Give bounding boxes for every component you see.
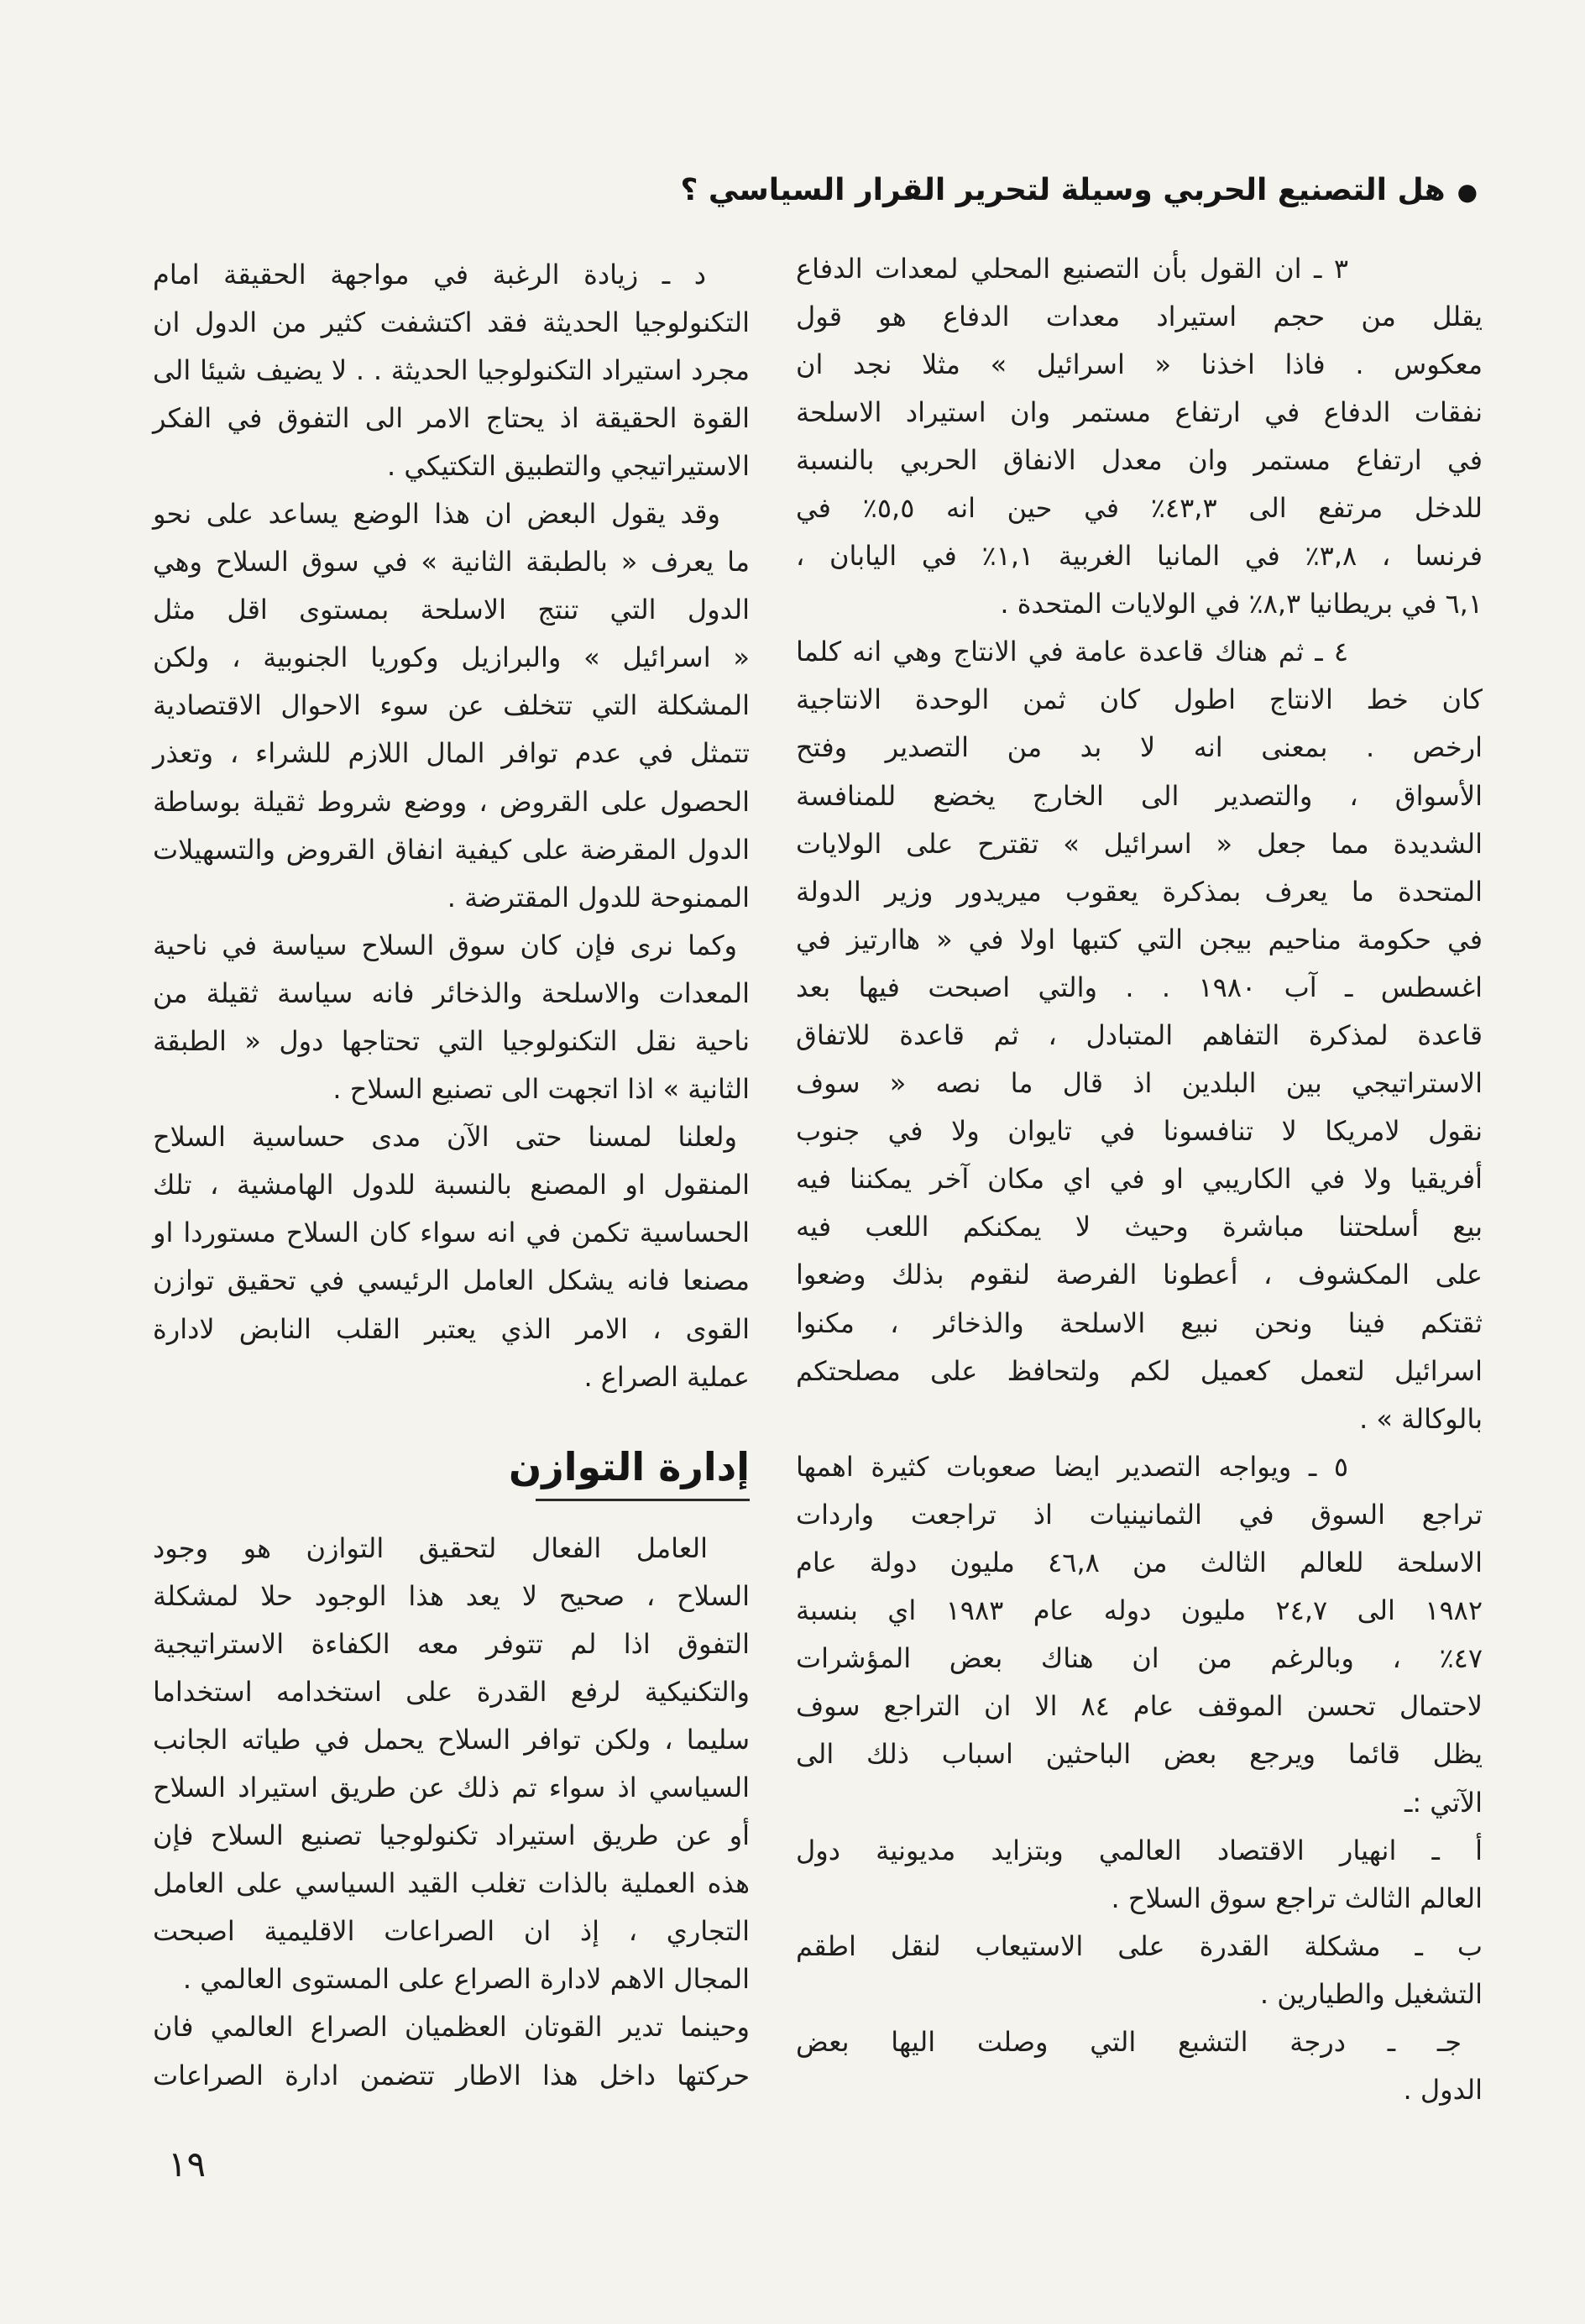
text-line: في ارتفاع مستمر وان معدل الانفاق الحربي بالنسبة [796, 443, 1483, 476]
text-line: تراجع السوق في الثمانينيات اذ تراجعت واردات [796, 1498, 1483, 1531]
text-line: القوة الحقيقة اذ يحتاج الامر الى التفوق في الفكر [153, 401, 750, 434]
page-number: ١٩ [168, 2143, 207, 2185]
text-line: الاستراتيجي بين البلدين اذ قال ما نصه « سوف [796, 1067, 1483, 1100]
text-line: بيع أسلحتنا مباشرة وحيث لا يمكنكم اللعب فيه [796, 1211, 1483, 1243]
text-line: ارخص . بمعنى انه لا بد من التصدير وفتح [796, 731, 1483, 764]
text-line: الاستيراتيجي والتطبيق التكتيكي . [386, 449, 750, 482]
text-line: القوى ، الامر الذي يعتبر القلب النابض لادارة [153, 1312, 750, 1345]
text-line: الشديدة مما جعل « اسرائيل » تقترح على الولايات [796, 827, 1483, 860]
text-line: هذه العملية بالذات تغلب القيد السياسي على العامل [153, 1867, 750, 1900]
text-line: وكما نرى فإن كان سوق السلاح سياسة في ناحية [153, 929, 737, 961]
text-line: قاعدة لمذكرة التفاهم المتبادل ، ثم قاعدة للاتفاق [796, 1019, 1483, 1051]
text-line: أ ـ انهيار الاقتصاد العالمي وبتزايد مديونية دول [796, 1834, 1483, 1866]
text-line: الدول التي تنتج الاسلحة بمستوى اقل مثل [153, 594, 750, 626]
text-line: عملية الصراع . [583, 1360, 750, 1393]
text-line: بالوكالة » . [1359, 1402, 1483, 1435]
text-line: الدول . [1403, 2074, 1483, 2107]
paragraph [796, 1443, 1483, 1827]
text-line: يقلل من حجم استيراد معدات الدفاع هو قول [796, 300, 1483, 332]
section-heading: إدارة التوازن [509, 1444, 750, 1489]
article-title: هل التصنيع الحربي وسيلة لتحرير القرار السياسي ؟ [680, 173, 1446, 207]
text-line: ٥ ـ ويواجه التصدير ايضا صعوبات كثيرة اهمها [796, 1450, 1348, 1483]
text-line: معكوس . فاذا اخذنا « اسرائيل » مثلا نجد ان [796, 348, 1483, 380]
text-line: أفريقيا ولا في الكاريبي او في اي مكان آخر يمكننا فيه [796, 1163, 1483, 1196]
text-line: ١٩٨٢ الى ٢٤,٧ مليون دوله عام ١٩٨٣ اي بنسبة [796, 1594, 1483, 1627]
text-line: نقول لامريكا لا تنافسونا في تايوان ولا في جنوب [796, 1115, 1483, 1148]
text-line: المجال الاهم لادارة الصراع على المستوى العالمي . [182, 1963, 750, 1996]
text-line: التشغيل والطيارين . [1259, 1977, 1483, 2010]
text-line: ولعلنا لمسنا حتى الآن مدى حساسية السلاح [153, 1121, 737, 1154]
text-line: ب ـ مشكلة القدرة على الاستيعاب لنقل اطقم [796, 1929, 1483, 1962]
text-line: يظل قائما ويرجع بعض الباحثين اسباب ذلك الى [796, 1738, 1483, 1771]
article-header [680, 171, 1478, 212]
text-line: الحصول على القروض ، ووضع شروط ثقيلة بوساطة [153, 785, 750, 818]
text-line: ما يعرف « بالطبقة الثانية » في سوق السلاح وهي [153, 546, 750, 578]
paragraph [796, 245, 1483, 629]
text-line: المشكلة التي تتخلف عن سوء الاحوال الاقتصادية [153, 689, 750, 722]
text-line: اسرائيل لتعمل كعميل لكم ولتحافظ على مصلحتكم [796, 1354, 1483, 1387]
text-line: المنقول او المصنع بالنسبة للدول الهامشية ، تلك [153, 1169, 750, 1201]
text-line: ٦,١ في بريطانيا ٨,٣٪ في الولايات المتحدة . [1000, 588, 1483, 620]
text-line: كان خط الانتاج اطول كان ثمن الوحدة الانتاجية [796, 683, 1483, 716]
text-line: والتكنيكية لرفع القدرة على استخدامه استخداما [153, 1675, 750, 1708]
text-line: المتحدة ما يعرف بمذكرة يعقوب ميريدور وزير الدولة [796, 875, 1483, 908]
text-line: ناحية نقل التكنولوجيا التي تحتاجها دول « الطبقة [153, 1025, 750, 1057]
text-line: الأسواق ، والتصدير الى الخارج يخضع للمنافسة [796, 779, 1483, 812]
text-line: الآتي :ـ [1404, 1786, 1483, 1819]
text-line: فرنسا ، ٣,٨٪ في المانيا الغربية ١,١٪ في اليابان ، [796, 540, 1483, 573]
paragraph [796, 2018, 1483, 2114]
paragraph [153, 1113, 750, 1401]
text-line: وحينما تدير القوتان العظميان الصراع العالمي فان [153, 2011, 750, 2044]
text-line: جـ ـ درجة التشبع التي وصلت اليها بعض [796, 2025, 1462, 2058]
text-line: التفوق اذا لم تتوفر معه الكفاءة الاستراتيجية [153, 1627, 750, 1660]
text-line: نفقات الدفاع في ارتفاع مستمر وان استيراد الاسلحة [796, 395, 1483, 428]
text-line: د ـ زيادة الرغبة في مواجهة الحقيقة امام [153, 258, 706, 290]
text-line: وقد يقول البعض ان هذا الوضع يساعد على نحو [153, 497, 720, 530]
text-line: التجاري ، إذ ان الصراعات الاقليمية اصبحت [153, 1915, 750, 1948]
text-line: السلاح ، صحيح لا يعد هذا الوجود حلا لمشكلة [153, 1579, 750, 1612]
left-column-upper [153, 251, 750, 1401]
paragraph [796, 628, 1483, 1443]
text-line: حركتها داخل هذا الاطار تتضمن ادارة الصراعات [153, 2059, 750, 2091]
text-line: المعدات والاسلحة والذخائر فانه سياسة ثقيلة من [153, 976, 750, 1009]
text-line: التكنولوجيا الحديثة فقد اكتشفت كثير من الدول ان [153, 306, 750, 338]
text-line: أو عن طريق استيراد تكنولوجيا تصنيع السلاح فإن [153, 1819, 750, 1852]
text-line: سليما ، ولكن توافر السلاح يحمل في طياته الجانب [153, 1723, 750, 1756]
text-line: الحساسية تكمن في انه سواء كان السلاح مستوردا او [153, 1217, 750, 1249]
text-line: مصنعا فانه يشكل العامل الرئيسي في تحقيق توازن [153, 1264, 750, 1297]
text-line: الدول المقرضة على كيفية انفاق القروض والتسهيلات [153, 833, 750, 866]
text-line: الثانية » اذا اتجهت الى تصنيع السلاح . [332, 1073, 750, 1106]
paragraph [796, 1827, 1483, 1923]
text-line: ٣ ـ ان القول بأن التصنيع المحلي لمعدات الدفاع [796, 252, 1348, 285]
paragraph [153, 251, 750, 490]
text-line: الاسلحة للعالم الثالث من ٤٦,٨ مليون دولة عام [796, 1547, 1483, 1579]
paragraph [153, 922, 750, 1113]
text-line: لاحتمال تحسن الموقف عام ٨٤ الا ان التراجع سوف [796, 1690, 1483, 1723]
text-line: السياسي اذ سواء تم ذلك عن طريق استيراد السلاح [153, 1771, 750, 1803]
left-column-section-body [153, 1525, 750, 2100]
text-line: ٤٧٪ ، وبالرغم من ان هناك بعض المؤشرات [796, 1642, 1483, 1675]
text-line: للدخل مرتفع الى ٤٣,٣٪ في حين انه ٥,٥٪ في [796, 491, 1483, 524]
text-line: في حكومة مناحيم بيجن التي كتبها اولا في « هاارتيز في [796, 923, 1483, 955]
paragraph [796, 1923, 1483, 2018]
text-line: اغسطس ـ آب ١٩٨٠ . . والتي اصبحت فيها بعد [796, 971, 1483, 1003]
heading-underline [536, 1499, 750, 1501]
text-line: تتمثل في عدم توافر المال اللازم للشراء ، وتعذر [153, 737, 750, 770]
text-line: على المكشوف ، أعطونا الفرصة لنقوم بذلك وضعوا [796, 1259, 1483, 1291]
paragraph [153, 1525, 750, 2004]
text-line: ثقتكم فينا ونحن نبيع الاسلحة والذخائر ، مكنوا [796, 1306, 1483, 1339]
right-column [796, 245, 1483, 2115]
text-line: ٤ ـ ثم هناك قاعدة عامة في الانتاج وهي انه كلما [796, 636, 1348, 668]
text-line: الممنوحة للدول المقترضة . [447, 881, 750, 913]
paragraph [153, 490, 750, 922]
text-line: « اسرائيل » والبرازيل وكوريا الجنوبية ، ولكن [153, 641, 750, 674]
text-line: العالم الثالث تراجع سوق السلاح . [1111, 1882, 1483, 1914]
paragraph [153, 2003, 750, 2099]
text-line: مجرد استيراد التكنولوجيا الحديثة . . لا يضيف شيئا الى [153, 353, 750, 386]
bullet-icon: ● [1457, 178, 1478, 206]
text-line: العامل الفعال لتحقيق التوازن هو وجود [153, 1531, 708, 1564]
